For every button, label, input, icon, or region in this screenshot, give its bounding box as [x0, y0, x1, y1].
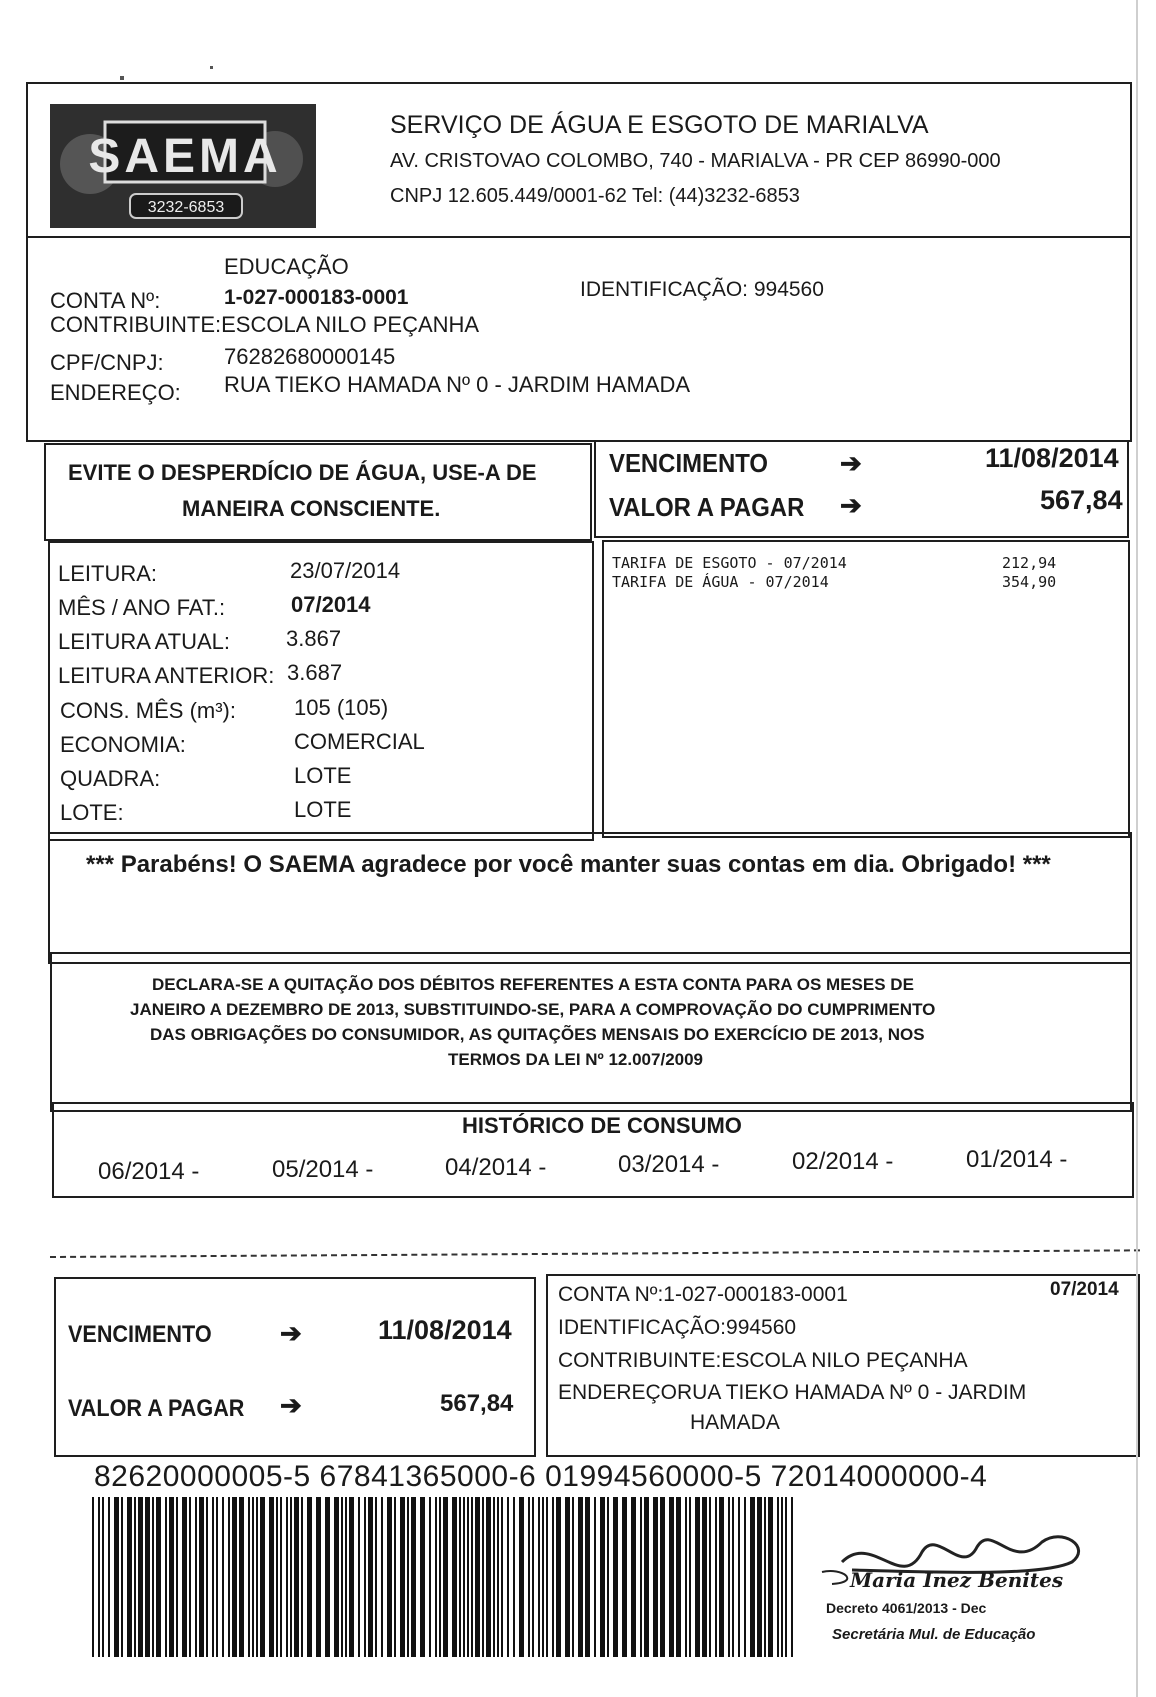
mes-label: MÊS / ANO FAT.: [58, 595, 226, 620]
barcode-bar [121, 1497, 123, 1657]
quadra-value: LOTE [294, 763, 352, 788]
barcode-bar [709, 1497, 711, 1657]
barcode-bar [565, 1497, 570, 1657]
cons-label: CONS. MÊS (m³): [60, 698, 236, 723]
charge-row [612, 554, 1082, 572]
barcode-bar [452, 1497, 457, 1657]
leitura-atual-value: 3.867 [286, 626, 342, 651]
stub-endereco-2: HAMADA [690, 1411, 780, 1434]
barcode-bar [152, 1497, 154, 1657]
barcode-bar [715, 1497, 717, 1657]
charge-value: 354,90 [1002, 573, 1057, 591]
barcode-bar [98, 1497, 100, 1657]
declaration-line-3: DAS OBRIGAÇÕES DO CONSUMIDOR, AS QUITAÇÕES MENSAIS DO EXERCÍCIO DE 2013, NOS [150, 1025, 925, 1044]
endereco-value: RUA TIEKO HAMADA Nº 0 - JARDIM HAMADA [224, 372, 691, 397]
due-arrow-icon: ➔ [840, 448, 862, 478]
barcode-bar [407, 1497, 409, 1657]
barcode-bar [165, 1497, 167, 1657]
barcode-bar [435, 1497, 437, 1657]
barcode-bar [791, 1497, 793, 1657]
charge-desc: TARIFA DE ESGOTO - 07/2014 [612, 554, 847, 572]
stub-identificacao: IDENTIFICAÇÃO:994560 [558, 1316, 797, 1339]
barcode-bar [276, 1497, 278, 1657]
stub-due-arrow-icon: ➔ [280, 1318, 302, 1348]
barcode-bar [222, 1497, 224, 1657]
history-item: 01/2014 - [966, 1146, 1068, 1173]
contribuinte: CONTRIBUINTE:ESCOLA NILO PEÇANHA [50, 312, 480, 337]
barcode-bar [622, 1497, 627, 1657]
barcode-bar [189, 1497, 191, 1657]
barcode-bar [507, 1497, 509, 1657]
barcode-bar [471, 1497, 473, 1657]
barcode-bar [486, 1497, 491, 1657]
amount-value: 567,84 [1040, 485, 1123, 515]
quadra-label: QUADRA: [60, 766, 161, 791]
barcode-bar [459, 1497, 461, 1657]
barcode-bar [334, 1497, 339, 1657]
stub-contribuinte: CONTRIBUINTE:ESCOLA NILO PEÇANHA [558, 1349, 968, 1372]
barcode-bar [493, 1497, 495, 1657]
leitura-anterior-label: LEITURA ANTERIOR: [58, 663, 275, 688]
barcode-bar [411, 1497, 416, 1657]
scan-mark [120, 76, 124, 80]
barcode-bar [439, 1497, 441, 1657]
barcode-bar [145, 1497, 150, 1657]
barcode-bar [102, 1497, 104, 1657]
barcode-bar [286, 1497, 288, 1657]
barcode-bar [138, 1497, 143, 1657]
barcode-bar [572, 1497, 574, 1657]
barcode-bar [280, 1497, 282, 1657]
barcode-bar [182, 1497, 187, 1657]
barcode-bar [497, 1497, 499, 1657]
barcode-bar [538, 1497, 540, 1657]
barcode-bar [475, 1497, 480, 1657]
stub-amount-label: VALOR A PAGAR [68, 1395, 245, 1422]
page-edge [1136, 0, 1138, 1697]
barcode-bar [660, 1497, 665, 1657]
barcode-bar [528, 1497, 530, 1657]
lote-value: LOTE [294, 797, 352, 822]
barcode-bar [358, 1497, 360, 1657]
thanks-message: *** Parabéns! O SAEMA agradece por você manter suas contas em dia. Obrigado! *** [86, 851, 1051, 878]
notice-line-1: EVITE O DESPERDÍCIO DE ÁGUA, USE-A DE [68, 460, 537, 485]
stub-amount-arrow-icon: ➔ [280, 1390, 302, 1420]
barcode-bar [732, 1497, 734, 1657]
signature-role: Secretária Mul. de Educação [832, 1626, 1036, 1643]
company-name: SERVIÇO DE ÁGUA E ESGOTO DE MARIALVA [390, 111, 929, 139]
signature-stamp [812, 1522, 1112, 1662]
barcode-bar [290, 1497, 292, 1657]
barcode-bar [631, 1497, 636, 1657]
barcode-bar [607, 1497, 609, 1657]
barcode-bar [653, 1497, 658, 1657]
barcode-bar [757, 1497, 762, 1657]
declaration-line-2: JANEIRO A DEZEMBRO DE 2013, SUBSTITUINDO-SE, PARA A COMPROVAÇÃO DO CUMPRIMENTO [130, 1000, 936, 1019]
declaration-line-4: TERMOS DA LEI Nº 12.007/2009 [448, 1050, 704, 1069]
history-item: 05/2014 - [272, 1156, 374, 1183]
barcode-bar [744, 1497, 746, 1657]
leitura-atual-label: LEITURA ATUAL: [58, 629, 230, 654]
endereco-label: ENDEREÇO: [50, 380, 181, 405]
company-address: AV. CRISTOVAO COLOMBO, 740 - MARIALVA - PR CEP 86990-000 [390, 150, 1001, 172]
barcode-bar [768, 1497, 773, 1657]
economia-value: COMERCIAL [294, 729, 425, 754]
mes-value: 07/2014 [291, 592, 371, 617]
barcode-bar [316, 1497, 321, 1657]
barcode-bar [542, 1497, 544, 1657]
barcode-bar [387, 1497, 392, 1657]
due-label: VENCIMENTO [609, 448, 769, 478]
barcode-bar [169, 1497, 174, 1657]
barcode-bar [176, 1497, 178, 1657]
cpf-label: CPF/CNPJ: [50, 350, 164, 375]
barcode-bar [269, 1497, 274, 1657]
history-item: 03/2014 - [618, 1151, 720, 1178]
barcode-bar [750, 1497, 755, 1657]
barcode-bar [307, 1497, 312, 1657]
barcode-bar [594, 1497, 596, 1657]
barcode-bar [381, 1497, 383, 1657]
svg-text:SAEMA: SAEMA [88, 130, 282, 183]
barcode-bar [429, 1497, 431, 1657]
barcode-bar [239, 1497, 244, 1657]
barcode-bar [325, 1497, 330, 1657]
conta-label: CONTA Nº: [50, 288, 161, 313]
lote-label: LOTE: [60, 800, 124, 825]
barcode-bar [685, 1497, 687, 1657]
stub-due-label: VENCIMENTO [68, 1321, 212, 1348]
amount-arrow-icon: ➔ [840, 490, 862, 520]
account-category: EDUCAÇÃO [224, 254, 349, 279]
leitura-anterior-value: 3.687 [287, 660, 343, 685]
barcode-bar [345, 1497, 347, 1657]
barcode-bar [199, 1497, 204, 1657]
barcode-bar [341, 1497, 343, 1657]
due-value: 11/08/2014 [985, 443, 1119, 473]
cpf-value: 76282680000145 [224, 344, 396, 369]
barcode-bar [443, 1497, 448, 1657]
barcode-bar [368, 1497, 373, 1657]
cut-line [50, 1249, 1140, 1258]
stub-ref: 07/2014 [1050, 1279, 1119, 1300]
barcode-bar [764, 1497, 766, 1657]
charge-desc: TARIFA DE ÁGUA - 07/2014 [612, 573, 829, 591]
barcode-bar [781, 1497, 783, 1657]
barcode-bar [519, 1497, 524, 1657]
barcode-bar [556, 1497, 561, 1657]
barcode-number: 82620000005-5 67841365000-6 01994560000-5 72014000000-4 [94, 1460, 988, 1493]
barcode-bar [195, 1497, 197, 1657]
cons-value: 105 (105) [294, 695, 389, 720]
company-cnpj-phone: CNPJ 12.605.449/0001-62 Tel: (44)3232-6853 [390, 185, 800, 207]
barcode-bar [728, 1497, 730, 1657]
identificacao: IDENTIFICAÇÃO: 994560 [580, 278, 824, 301]
barcode-bar [463, 1497, 465, 1657]
stub-payment-box [54, 1277, 536, 1457]
stub-endereco-1: ENDEREÇORUA TIEKO HAMADA Nº 0 - JARDIM [558, 1381, 1027, 1404]
barcode [92, 1497, 802, 1657]
barcode-bar [294, 1497, 299, 1657]
conta-value: 1-027-000183-0001 [224, 286, 409, 309]
barcode-bar [532, 1497, 534, 1657]
barcode-bar [644, 1497, 649, 1657]
barcode-bar [394, 1497, 396, 1657]
barcode-bar [127, 1497, 132, 1657]
barcode-bar [777, 1497, 779, 1657]
barcode-bar [738, 1497, 740, 1657]
barcode-bar [669, 1497, 674, 1657]
history-title: HISTÓRICO DE CONSUMO [462, 1113, 742, 1138]
signature-decree: Decreto 4061/2013 - Dec [826, 1600, 987, 1616]
barcode-bar [546, 1497, 548, 1657]
leitura-label: LEITURA: [58, 561, 158, 586]
charge-row [612, 573, 1082, 591]
barcode-bar [134, 1497, 136, 1657]
leitura-value: 23/07/2014 [290, 558, 401, 583]
barcode-bar [92, 1497, 94, 1657]
barcode-bar [114, 1497, 119, 1657]
history-item: 02/2014 - [792, 1148, 894, 1175]
barcode-bar [719, 1497, 724, 1657]
declaration-line-1: DECLARA-SE A QUITAÇÃO DOS DÉBITOS REFERENTES A ESTA CONTA PARA OS MESES DE [152, 975, 914, 994]
barcode-bar [702, 1497, 707, 1657]
barcode-bar [552, 1497, 554, 1657]
svg-text:3232-6853: 3232-6853 [147, 199, 225, 216]
barcode-bar [301, 1497, 303, 1657]
barcode-bar [252, 1497, 254, 1657]
barcode-bar [689, 1497, 691, 1657]
barcode-bar [695, 1497, 700, 1657]
notice-box [44, 443, 592, 541]
barcode-bar [108, 1497, 110, 1657]
barcode-bar [482, 1497, 484, 1657]
barcode-bar [156, 1497, 161, 1657]
barcode-bar [400, 1497, 405, 1657]
barcode-bar [420, 1497, 425, 1657]
barcode-bar [501, 1497, 503, 1657]
barcode-bar [578, 1497, 583, 1657]
economia-label: ECONOMIA: [60, 732, 186, 757]
barcode-bar [228, 1497, 230, 1657]
barcode-bar [232, 1497, 237, 1657]
signature-name: Maria Inez Benites [850, 1568, 1064, 1592]
barcode-bar [785, 1497, 787, 1657]
account-box [26, 236, 1132, 442]
barcode-bar [206, 1497, 208, 1657]
barcode-bar [467, 1497, 469, 1657]
history-item: 04/2014 - [445, 1154, 547, 1181]
barcode-bar [256, 1497, 258, 1657]
scan-mark [210, 66, 213, 69]
history-item: 06/2014 - [98, 1158, 200, 1185]
stub-conta: CONTA Nº:1-027-000183-0001 [558, 1283, 848, 1306]
barcode-bar [640, 1497, 642, 1657]
barcode-bar [585, 1497, 590, 1657]
barcode-bar [248, 1497, 250, 1657]
barcode-bar [216, 1497, 218, 1657]
barcode-bar [600, 1497, 605, 1657]
saema-logo [50, 104, 316, 228]
barcode-bar [676, 1497, 681, 1657]
barcode-bar [349, 1497, 354, 1657]
stub-amount-value: 567,84 [440, 1390, 514, 1417]
barcode-bar [212, 1497, 214, 1657]
barcode-bar [364, 1497, 366, 1657]
amount-label: VALOR A PAGAR [609, 492, 805, 522]
barcode-bar [260, 1497, 265, 1657]
charge-value: 212,94 [1002, 554, 1057, 572]
stub-due-value: 11/08/2014 [378, 1315, 512, 1345]
barcode-bar [375, 1497, 377, 1657]
barcode-bar [513, 1497, 515, 1657]
barcode-bar [613, 1497, 618, 1657]
notice-line-2: MANEIRA CONSCIENTE. [182, 496, 441, 521]
